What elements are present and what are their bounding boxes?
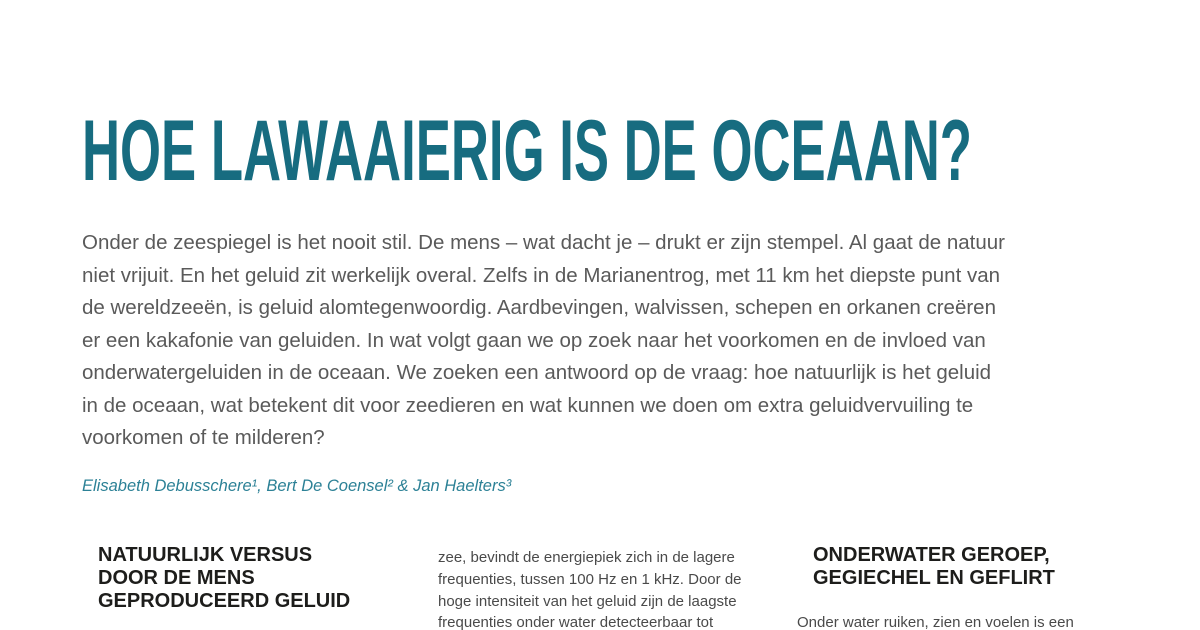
intro-line: onderwatergeluiden in de oceaan. We zoeken een antwoord op de vraag: hoe natuurlijk is het geluid: [82, 361, 992, 384]
body-line: frequenties, tussen 100 Hz en 1 kHz. Door de: [438, 571, 742, 588]
intro-line: de wereldzeeën, is geluid alomtegenwoordig. Aardbevingen, walvissen, schepen en orkanen creëren: [82, 296, 996, 319]
section-heading-line: GEGIECHEL EN GEFLIRT: [813, 567, 1055, 589]
intro-paragraph: [82, 227, 1112, 455]
section-heading-line: NATUURLIJK VERSUS: [98, 544, 313, 566]
column-3-body-text: [797, 613, 1117, 630]
body-line: frequenties onder water detecteerbaar tot: [438, 614, 714, 630]
intro-line: niet vrijuit. En het geluid zit werkelijk overal. Zelfs in de Marianentrog, met 11 km het diepste punt van: [82, 263, 1001, 287]
section-heading-natural-vs-human: [98, 544, 398, 613]
intro-line: er een kakafonie van geluiden. In wat volgt gaan we op zoek naar het voorkomen en de invloed van: [82, 328, 986, 352]
body-line: hoge intensiteit van het geluid zijn de laagste: [438, 593, 737, 610]
author-credits: Elisabeth Debusschere¹, Bert De Coensel² & Jan Haelters³: [82, 477, 512, 495]
section-heading-line: GEPRODUCEERD GELUID: [98, 590, 351, 612]
column-2-body-text: [438, 547, 778, 630]
intro-line: Onder de zeespiegel is het nooit stil. De mens – wat dacht je – drukt er zijn stempel. Al gaat de natuur: [82, 231, 1006, 254]
section-heading-underwater-calls: [813, 544, 1143, 590]
intro-line: in de oceaan, wat betekent dit voor zeedieren en wat kunnen we doen om extra geluidvervuiling te: [82, 393, 974, 417]
section-heading-line: DOOR DE MENS: [98, 567, 255, 589]
section-heading-line: ONDERWATER GEROEP,: [813, 544, 1050, 566]
body-line: zee, bevindt de energiepiek zich in de lagere: [438, 549, 735, 566]
body-line: Onder water ruiken, zien en voelen is een: [797, 614, 1074, 630]
intro-line: voorkomen of te milderen?: [82, 426, 325, 449]
article-title: HOE LAWAAIERIG IS DE OCEAAN?: [82, 108, 972, 198]
article-title-block: [82, 108, 982, 198]
